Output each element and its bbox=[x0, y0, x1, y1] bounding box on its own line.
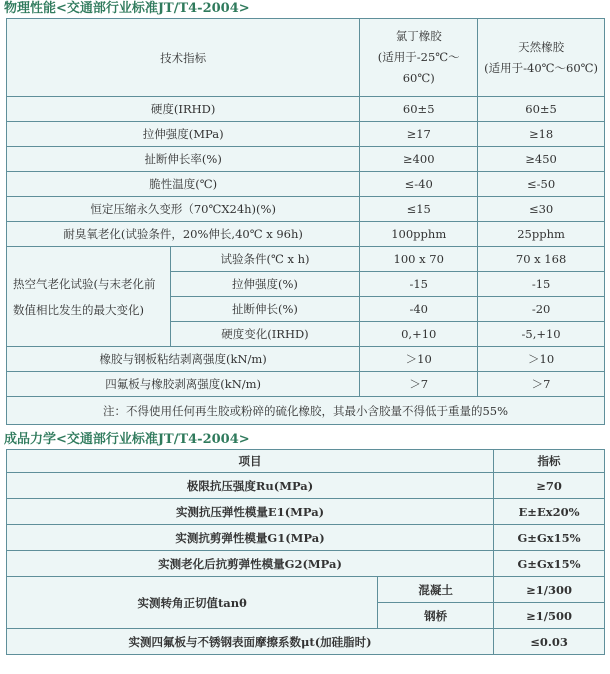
row-value-chloroprene: 60±5 bbox=[360, 97, 478, 122]
finished-mechanics-table bbox=[6, 449, 605, 655]
row-label: 耐臭氧老化(试验条件，20%伸长,40℃ x 96h) bbox=[7, 222, 360, 247]
row-value-natural: -5,+10 bbox=[478, 322, 605, 347]
header-item: 技术指标 bbox=[7, 19, 360, 97]
finished-header-row bbox=[7, 450, 605, 473]
table-row bbox=[7, 525, 605, 551]
header-chloroprene-range: (适用于-25℃～ bbox=[377, 50, 460, 64]
table-row bbox=[7, 473, 605, 499]
header-value: 指标 bbox=[494, 450, 605, 473]
row-label: 恒定压缩永久变形（70℃X24h)(%) bbox=[7, 197, 360, 222]
table-row bbox=[7, 247, 605, 272]
row-value: ≥1/500 bbox=[494, 603, 605, 629]
row-value: ≥70 bbox=[494, 473, 605, 499]
row-value-natural: 60±5 bbox=[478, 97, 605, 122]
aging-group-label: 热空气老化试验(与末老化前数值相比发生的最大变化) bbox=[7, 247, 171, 347]
rotation-sub-label: 钢桥 bbox=[378, 603, 494, 629]
row-label: 脆性温度(℃) bbox=[7, 172, 360, 197]
row-value-natural: -15 bbox=[478, 272, 605, 297]
table-row bbox=[7, 172, 605, 197]
row-value-chloroprene: 0,+10 bbox=[360, 322, 478, 347]
row-value: G±Gx15% bbox=[494, 551, 605, 577]
table-row bbox=[7, 499, 605, 525]
row-label: 扯断伸长率(%) bbox=[7, 147, 360, 172]
table-row bbox=[7, 551, 605, 577]
row-value: ≤0.03 bbox=[494, 629, 605, 655]
row-value-chloroprene: ≤-40 bbox=[360, 172, 478, 197]
row-label: 硬度(IRHD) bbox=[7, 97, 360, 122]
table-row bbox=[7, 222, 605, 247]
row-label: 实测四氟板与不锈钢表面摩擦系数μt(加硅脂时) bbox=[7, 629, 494, 655]
physical-header-row bbox=[7, 19, 605, 97]
row-label: 四氟板与橡胶剥离强度(kN/m) bbox=[7, 372, 360, 397]
physical-section-title: 物理性能<交通部行业标准JT/T4-2004> bbox=[4, 1, 250, 16]
row-label: 极限抗压强度Ru(MPa) bbox=[7, 473, 494, 499]
physical-properties-table bbox=[6, 18, 605, 425]
table-row bbox=[7, 97, 605, 122]
aging-sub-label: 试验条件(℃ x h) bbox=[170, 247, 360, 272]
row-value-natural: ≤30 bbox=[478, 197, 605, 222]
row-value-natural: 70 x 168 bbox=[478, 247, 605, 272]
row-label: 实测抗压弹性模量E1(MPa) bbox=[7, 499, 494, 525]
note-text: 注：不得使用任何再生胶或粉碎的硫化橡胶，其最小含胶量不得低于重量的55% bbox=[7, 397, 605, 425]
header-chloroprene-name: 氯丁橡胶 bbox=[395, 29, 442, 43]
row-value-natural: ≥450 bbox=[478, 147, 605, 172]
row-value-natural: ≤-50 bbox=[478, 172, 605, 197]
row-value-natural: ＞10 bbox=[478, 347, 605, 372]
aging-sub-label: 拉伸强度(%) bbox=[170, 272, 360, 297]
table-row bbox=[7, 347, 605, 372]
row-value-chloroprene: ＞7 bbox=[360, 372, 478, 397]
row-value-chloroprene: ≥17 bbox=[360, 122, 478, 147]
table-row bbox=[7, 629, 605, 655]
aging-sub-label: 扯断伸长(%) bbox=[170, 297, 360, 322]
row-value-chloroprene: ≥400 bbox=[360, 147, 478, 172]
rotation-sub-label: 混凝土 bbox=[378, 577, 494, 603]
header-natural-name: 天然橡胶 bbox=[518, 39, 565, 54]
row-value-chloroprene: 100pphm bbox=[360, 222, 478, 247]
row-label: 实测抗剪弹性模量G1(MPa) bbox=[7, 525, 494, 551]
row-value-chloroprene: -40 bbox=[360, 297, 478, 322]
note-row bbox=[7, 397, 605, 425]
table-row bbox=[7, 122, 605, 147]
table-row bbox=[7, 147, 605, 172]
row-label: 实测老化后抗剪弹性模量G2(MPa) bbox=[7, 551, 494, 577]
row-value: ≥1/300 bbox=[494, 577, 605, 603]
row-label: 橡胶与钢板粘结剥离强度(kN/m) bbox=[7, 347, 360, 372]
row-value-natural: -20 bbox=[478, 297, 605, 322]
row-value-chloroprene: ≤15 bbox=[360, 197, 478, 222]
row-value-chloroprene: 100 x 70 bbox=[360, 247, 478, 272]
aging-sub-label: 硬度变化(IRHD) bbox=[170, 322, 360, 347]
row-label: 拉伸强度(MPa) bbox=[7, 122, 360, 147]
header-natural-range: (适用于-40℃～60℃) bbox=[484, 60, 598, 75]
row-value-natural: ＞7 bbox=[478, 372, 605, 397]
table-row bbox=[7, 372, 605, 397]
header-chloroprene-range-end: 60℃) bbox=[402, 71, 435, 85]
row-value-chloroprene: -15 bbox=[360, 272, 478, 297]
header-natural-rubber bbox=[478, 19, 605, 97]
rotation-label: 实测转角正切值tanθ bbox=[7, 577, 378, 629]
row-value-natural: 25pphm bbox=[478, 222, 605, 247]
row-value: G±Gx15% bbox=[494, 525, 605, 551]
row-value-natural: ≥18 bbox=[478, 122, 605, 147]
header-item: 项目 bbox=[7, 450, 494, 473]
row-value-chloroprene: ＞10 bbox=[360, 347, 478, 372]
header-chloroprene bbox=[360, 19, 478, 97]
table-row bbox=[7, 197, 605, 222]
table-row bbox=[7, 577, 605, 603]
finished-section-title: 成品力学<交通部行业标准JT/T4-2004> bbox=[4, 432, 250, 447]
row-value: E±Ex20% bbox=[494, 499, 605, 525]
